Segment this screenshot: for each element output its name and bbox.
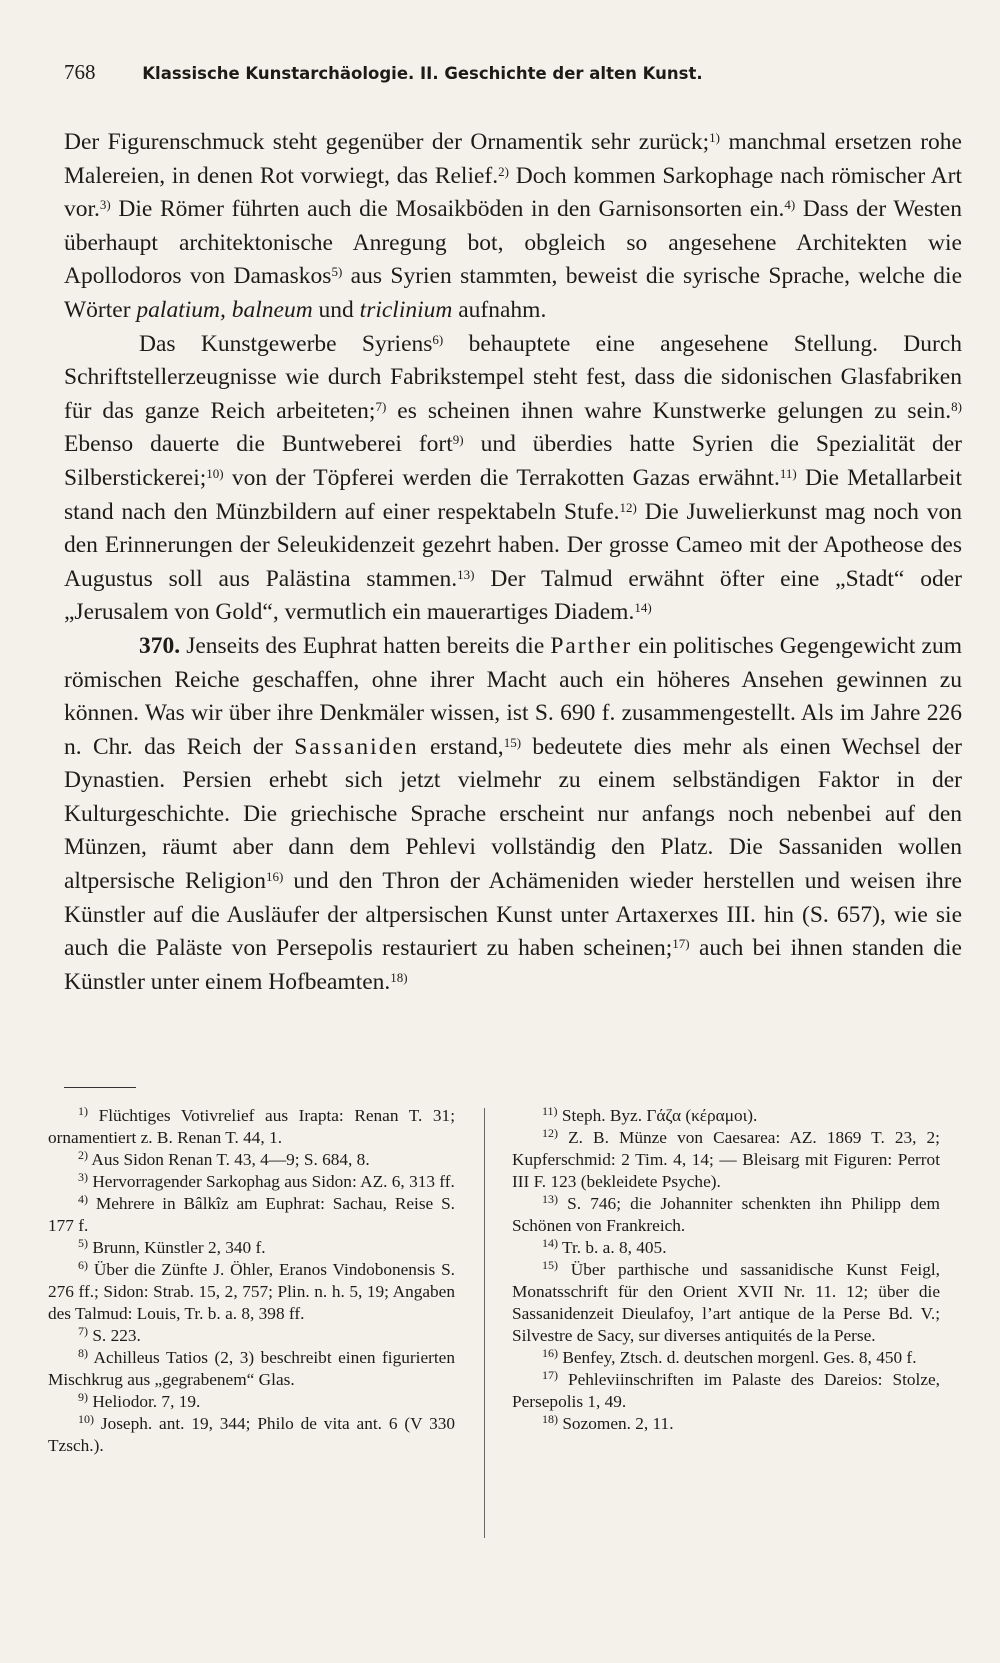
footnote-ref[interactable]: 16)	[265, 869, 284, 885]
footnote	[48, 1413, 455, 1457]
page-number: 768	[64, 60, 96, 84]
footnote-ref[interactable]: 13)	[457, 566, 475, 582]
footnote-text: Steph. Byz. Γάζα (κέραμοι).	[557, 1106, 758, 1125]
footnote	[48, 1347, 455, 1391]
footnote	[48, 1171, 455, 1193]
footnote-ref[interactable]: 18)	[390, 969, 408, 985]
footnote	[512, 1259, 940, 1347]
footnote-text: Tr. b. a. 8, 405.	[558, 1238, 667, 1257]
footnote-ref[interactable]: 9)	[452, 432, 464, 448]
footnote-text: Aus Sidon Renan T. 43, 4—9; S. 684, 8.	[88, 1150, 370, 1169]
footnote	[512, 1127, 940, 1193]
footnote-text: Joseph. ant. 19, 344; Philo de vita ant. 6 (V 330 Tzsch.).	[48, 1414, 455, 1455]
footnote-text: Mehrere in Bâlkîz am Euphrat: Sachau, Reise S. 177 f.	[48, 1194, 455, 1235]
running-title: Klassische Kunstarchäologie. II. Geschichte der alten Kunst.	[142, 64, 703, 83]
footnote-rule	[64, 1087, 136, 1088]
footnote-ref[interactable]: 12)	[619, 499, 637, 515]
footnote-ref[interactable]: 8)	[951, 398, 963, 414]
footnote-text: Pehleviinschriften im Palaste des Dareios: Stolze, Persepolis 1, 49.	[512, 1370, 940, 1411]
text-run: es scheinen ihnen wahre Kunstwerke gelungen zu sein.	[386, 397, 952, 424]
footnote-text: Flüchtiges Votivrelief aus Irapta: Renan T. 31; ornamentiert z. B. Renan T. 44, 1.	[48, 1106, 455, 1147]
footnote-ref[interactable]: 4)	[784, 197, 796, 213]
footnote-text: Brunn, Künstler 2, 340 f.	[88, 1238, 266, 1257]
footnote-ref[interactable]: 7)	[375, 398, 387, 414]
footnote-mark: 9)	[78, 1390, 88, 1404]
footnote-mark: 13)	[542, 1192, 558, 1206]
text-run: behauptete eine angesehene Stellung. Durch Schriftstellerzeugnisse wie durch Fabrikstempel steht fest, dass die sidonischen Glasfabriken für das ganze Reich arbeiteten;	[64, 330, 963, 424]
footnote	[512, 1237, 940, 1259]
footnote-ref[interactable]: 15)	[503, 734, 522, 750]
spaced-term: Parther	[550, 632, 633, 659]
footnote-mark: 14)	[542, 1236, 558, 1250]
footnote-mark: 2)	[78, 1148, 88, 1162]
text-run: Die Römer führten auch die Mosaikböden in den Garnisonsorten ein.	[110, 196, 785, 223]
footnote-mark: 7)	[78, 1324, 88, 1338]
footnote-text: Benfey, Ztsch. d. deutschen morgenl. Ges. 8, 450 f.	[558, 1348, 917, 1367]
footnote	[512, 1105, 940, 1127]
text-run: und	[312, 296, 360, 323]
paragraph-1	[64, 126, 962, 328]
footnote-mark: 17)	[542, 1368, 558, 1382]
footnote-text: Achilleus Tatios (2, 3) beschreibt einen figurierten Mischkrug aus „gegrabenem“ Glas.	[48, 1348, 455, 1389]
footnote	[48, 1105, 455, 1149]
footnote-mark: 10)	[78, 1412, 94, 1426]
footnote-mark: 4)	[78, 1192, 88, 1206]
paragraph-2	[64, 328, 962, 630]
footnote	[48, 1193, 455, 1237]
text-run: Die Juwelierkunst mag noch von den Erinnerungen der Seleukidenzeit gezehrt haben. Der grosse Cameo mit der Apotheose des Augustus soll aus Palästina stammen.	[64, 498, 962, 592]
footnote	[48, 1237, 455, 1259]
footnote-mark: 12)	[542, 1126, 558, 1140]
footnote	[512, 1347, 940, 1369]
footnote	[512, 1193, 940, 1237]
footnote-text: S. 223.	[88, 1326, 141, 1345]
latin-term: palatium, balneum	[136, 296, 313, 323]
footnote-ref[interactable]: 6)	[432, 331, 444, 347]
text-run: Doch kommen Sarkophage nach römischer Art vor.	[64, 162, 962, 223]
footnote-ref[interactable]: 1)	[709, 130, 721, 145]
footnote-mark: 8)	[78, 1346, 88, 1360]
text-run: und den Thron der Achämeniden wieder herstellen und weisen ihre Künstler auf die Ausläufer der altpersischen Kunst unter Artaxerxes III. hin (S. 657), wie sie auch die Paläste von Persepolis restauriert zu haben scheinen;	[64, 868, 962, 962]
text-run: Der Talmud erwähnt öfter eine „Stadt“ oder „Jerusalem von Gold“, vermutlich ein mauerartiges Diadem.	[64, 565, 962, 626]
footnote-mark: 6)	[78, 1258, 88, 1272]
footnote-mark: 16)	[542, 1346, 558, 1360]
text-run: aus Syrien stammten, beweist die syrische Sprache, welche die Wörter	[64, 263, 962, 323]
text-run: Das Kunstgewerbe Syriens	[139, 330, 433, 357]
latin-term: triclinium	[359, 296, 453, 323]
section-number: 370.	[139, 632, 181, 659]
text-run: aufnahm.	[452, 296, 547, 323]
footnote-text: Hervorragender Sarkophag aus Sidon: AZ. 6, 313 ff.	[88, 1172, 455, 1191]
footnotes-left-column	[48, 1105, 455, 1457]
text-run: manchmal ersetzen rohe Malereien, in denen Rot vorwiegt, das Relief.	[64, 129, 962, 189]
spaced-term: Sassaniden	[294, 733, 419, 760]
text-run: von der Töpferei werden die Terrakotten Gazas erwähnt.	[223, 464, 780, 491]
footnote-mark: 11)	[542, 1104, 558, 1118]
footnote-ref[interactable]: 5)	[331, 264, 343, 280]
footnote-text: Über die Zünfte J. Öhler, Eranos Vindobonensis S. 276 ff.; Sidon: Strab. 15, 2, 757; Plin. n. h. 5, 19; Angaben des Talmud: Louis, Tr. b. a. 8, 398 ff.	[48, 1260, 455, 1323]
footnote	[48, 1325, 455, 1347]
footnote-mark: 3)	[78, 1170, 88, 1184]
paragraph-370	[64, 630, 962, 1000]
footnote-mark: 15)	[542, 1258, 558, 1272]
footnote-text: Über parthische und sassanidische Kunst Feigl, Monatsschrift für den Orient XVII Nr. 11. 12; über die Sassanidenzeit Dieulafoy, l’art antique de la Perse Bd. V.; Silvestre de Sacy, sur diverses antiquités de la Perse.	[512, 1260, 940, 1345]
column-divider	[484, 1108, 485, 1538]
text-run: Jenseits des Euphrat hatten bereits die	[180, 632, 551, 659]
text-run: Ebenso dauerte die Buntweberei fort	[64, 431, 453, 458]
footnote-text: Heliodor. 7, 19.	[88, 1392, 201, 1411]
footnote-ref[interactable]: 14)	[634, 600, 652, 616]
text-run: auch bei ihnen standen die Künstler unter einem Hofbeamten.	[64, 935, 962, 995]
main-text	[64, 126, 962, 999]
footnote-text: Z. B. Münze von Caesarea: AZ. 1869 T. 23, 2; Kupferschmid: 2 Tim. 4, 14; — Bleisarg mit Figuren: Perrot III F. 123 (bekleidete Psyche).	[512, 1128, 940, 1191]
text-run: Die Metallarbeit stand nach den Münzbildern auf einer respektabeln Stufe.	[64, 464, 962, 525]
footnote	[48, 1391, 455, 1413]
footnote-mark: 1)	[78, 1104, 88, 1118]
footnote-ref[interactable]: 2)	[498, 163, 509, 179]
text-run: ein politisches Gegengewicht zum römischen Reiche geschaffen, ohne ihrer Macht auch ein höheres Ansehen gewinnen zu können. Was wir über ihre Denkmäler wissen, ist S. 690 f. zusammengestellt. Als im Jahre 226 n. Chr. das Reich der	[64, 632, 962, 760]
footnote-text: Sozomen. 2, 11.	[558, 1414, 674, 1433]
footnote	[512, 1369, 940, 1413]
text-run: Der Figurenschmuck steht gegenüber der Ornamentik sehr zurück;	[64, 129, 710, 155]
footnote	[512, 1413, 940, 1435]
footnote-ref[interactable]: 11)	[779, 465, 797, 481]
footnote-ref[interactable]: 17)	[672, 936, 690, 952]
footnote-ref[interactable]: 3)	[99, 197, 111, 213]
running-header	[64, 60, 864, 85]
footnote	[48, 1149, 455, 1171]
text-run: und überdies hatte Syrien die Spezialität der Silberstickerei;	[64, 431, 962, 491]
footnote-text: S. 746; die Johanniter schenkten ihn Philipp dem Schönen von Frankreich.	[512, 1194, 940, 1235]
footnote-mark: 18)	[542, 1412, 558, 1426]
footnotes-right-column	[512, 1105, 940, 1435]
footnote-mark: 5)	[78, 1236, 88, 1250]
footnote-ref[interactable]: 10)	[206, 465, 224, 481]
text-run: bedeutete dies mehr als einen Wechsel der Dynastien. Persien erhebt sich jetzt vielmehr zu einem selbständigen Faktor in der Kulturgeschichte. Die griechische Sprache erscheint nur anfangs noch nebenbei auf den Münzen, räumt aber dann dem Pehlevi vollständig den Platz. Die Sassaniden wollen altpersische Religion	[64, 733, 962, 895]
text-run: Dass der Westen überhaupt architektonische Anregung bot, obgleich so angesehene Architekten wie Apollodoros von Damaskos	[64, 196, 962, 290]
footnote	[48, 1259, 455, 1325]
text-run: erstand,	[418, 733, 504, 760]
